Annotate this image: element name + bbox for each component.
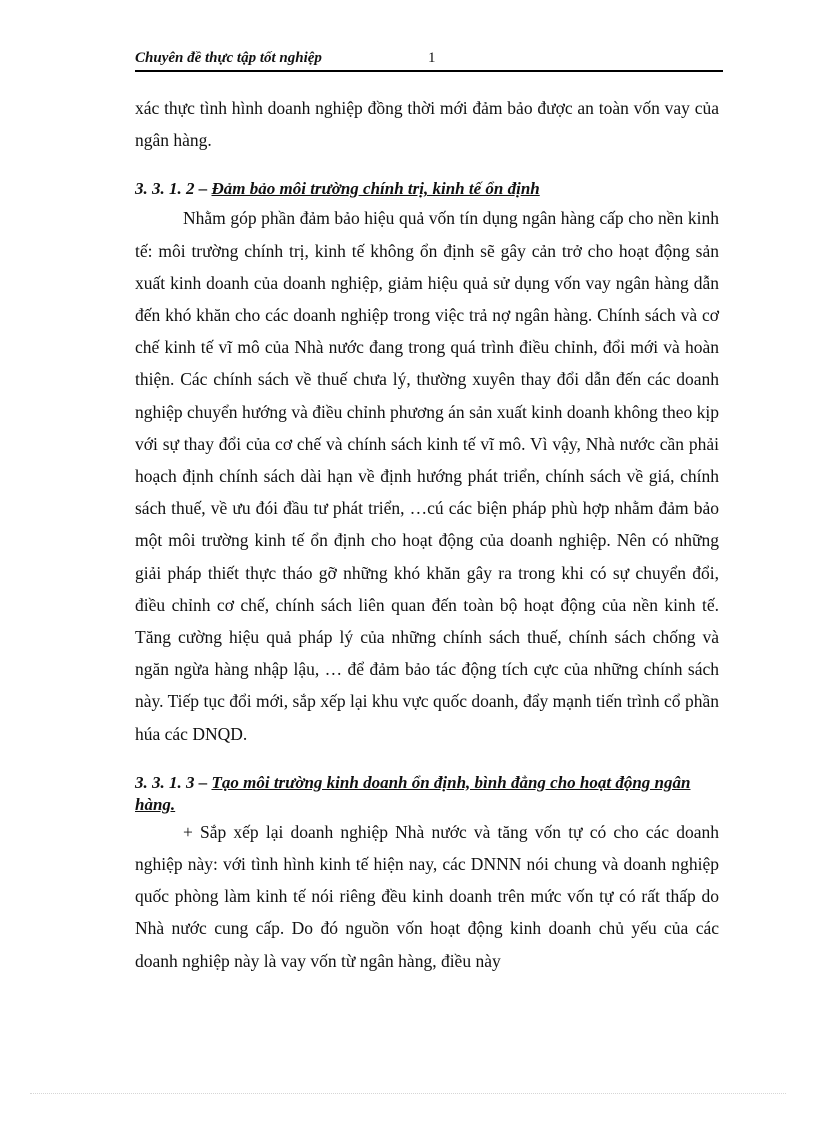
document-body [135, 92, 719, 977]
section-paragraph: + Sắp xếp lại doanh nghiệp Nhà nước và tăng vốn tự có cho các doanh nghiệp này: với tình hình kinh tế hiện nay, các DNNN nói chung và doanh nghiệp quốc phòng làm kinh tế nói riêng đều kinh doanh trên mức vốn tự có rất thấp do Nhà nước cung cấp. Do đó nguồn vốn hoạt động kinh doanh chủ yếu của các doanh nghiệp này là vay vốn từ ngân hàng, điều này [135, 821, 719, 971]
section-paragraph: Nhằm góp phần đảm bảo hiệu quả vốn tín dụng ngân hàng cấp cho nền kinh tế: môi trường chính trị, kinh tế không ổn định sẽ gây cản trở cho hoạt động sản xuất kinh doanh của doanh nghiệp, giảm hiệu quả sử dụng vốn vay ngân hàng dẫn đến khó khăn cho các doanh nghiệp trong việc trả nợ ngân hàng. Chính sách và cơ chế kinh tế vĩ mô của Nhà nước đang trong quá trình điều chỉnh, đổi mới và hoàn thiện. Các chính sách về thuế chưa lý, thường xuyên thay đổi dẫn đến các doanh nghiệp chuyển hướng và điều chỉnh phương án sản xuất kinh doanh không theo kịp với sự thay đổi của cơ chế và chính sách kinh tế vĩ mô. Vì vậy, Nhà nước cần phải hoạch định chính sách dài hạn về định hướng phát triển, chính sách về giá, chính sách thuế, về ưu đói đầu tư phát triển, …cú các biện pháp phù hợp nhằm đảm bảo một môi trường kinh tế ổn định cho hoạt động của doanh nghiệp. Nên có những giải pháp thiết thực tháo gỡ những khó khăn gây ra trong khi có sự chuyển đổi, điều chỉnh cơ chế, chính sách liên quan đến toàn bộ hoạt động của nền kinh tế. Tăng cường hiệu quả pháp lý của những chính sách thuế, chính sách chống và ngăn ngừa hàng nhập lậu, … để đảm bảo tác động tích cực của những chính sách này. Tiếp tục đổi mới, sắp xếp lại khu vực quốc doanh, đẩy mạnh tiến trình cổ phần húa các DNQD. [135, 208, 719, 744]
section-heading-3-3-1-3 [135, 772, 719, 816]
section-title: Đảm bảo môi trường chính trị, kinh tế ổn định [211, 179, 540, 199]
intro-paragraph: xác thực tình hình doanh nghiệp đồng thời mới đảm bảo được an toàn vốn vay của ngân hàng. [135, 98, 719, 151]
section-heading-3-3-1-2 [135, 178, 719, 200]
section-title: Tạo môi trường kinh doanh ổn định, bình đẳng cho hoạt động ngân hàng. [135, 772, 691, 814]
section-number: 3. 3. 1. 3 – [135, 772, 212, 792]
page-number: 1 [428, 50, 436, 66]
page-header [135, 44, 723, 72]
page-bottom-border [30, 1093, 786, 1094]
section-number: 3. 3. 1. 2 – [135, 179, 212, 199]
header-title: Chuyên đề thực tập tốt nghiệp [135, 50, 322, 66]
